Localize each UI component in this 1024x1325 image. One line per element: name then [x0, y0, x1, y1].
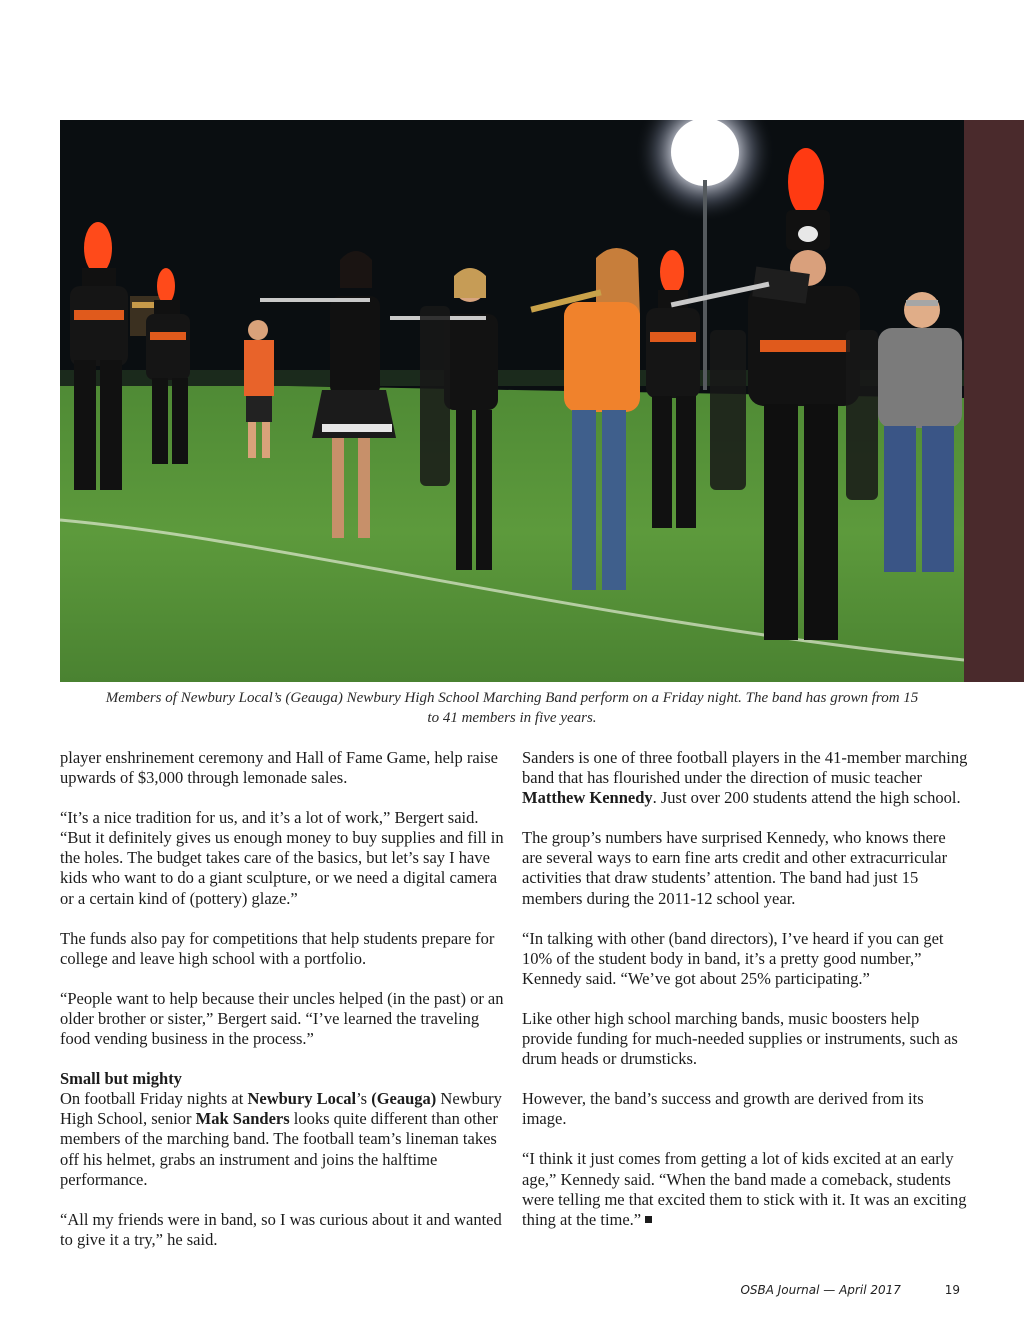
student-name: Mak Sanders	[195, 1109, 290, 1129]
caption-line-2: to 41 members in five years.	[427, 710, 597, 726]
paragraph	[522, 748, 968, 808]
county-name: (Geauga)	[371, 1089, 437, 1109]
school-name: Newbury Local	[247, 1089, 357, 1109]
marching-band-illustration	[60, 120, 964, 682]
text-run: On football Friday nights at	[60, 1089, 248, 1109]
text-run: Sanders is one of three football players in the 41-member marching band that has flourished under the direction of music teacher	[522, 748, 968, 788]
text-run: looks quite different than other members of the marching band. The football team’s lineman takes off his helmet, grabs an instrument and joins the halftime performance.	[60, 1109, 498, 1189]
page-number: 19	[944, 1283, 960, 1297]
photo-caption	[60, 688, 964, 728]
teacher-name: Matthew Kennedy	[522, 788, 653, 808]
paragraph: Like other high school marching bands, music boosters help provide funding for much-needed supplies or instruments, such as drum heads or drumsticks.	[522, 1008, 958, 1069]
paragraph: player enshrinement ceremony and Hall of Fame Game, help raise upwards of $3,000 through lemonade sales.	[60, 748, 498, 788]
page-footer	[740, 1283, 960, 1297]
caption-line-1: Members of Newbury Local’s (Geauga) Newbury High School Marching Band perform on a Friday night. The band has grown from 15	[105, 690, 919, 706]
marching-band-photo	[60, 120, 964, 682]
right-column	[522, 748, 968, 1250]
text-run: Newbury High School, senior	[60, 1089, 502, 1129]
paragraph: “It’s a nice tradition for us, and it’s a lot of work,” Bergert said. “But it definitely gives us enough money to buy supplies and fill in the holes. The budget takes care of the basics, but let’s say I have kids who want to do a giant sculpture, or we need a digital camera or a certain kind of (pottery) glaze.”	[60, 808, 504, 908]
end-of-story-mark	[645, 1216, 652, 1223]
paragraph: “In talking with other (band directors), I’ve heard if you can get 10% of the student body in band, it’s a pretty good number,” Kennedy said. “We’ve got about 25% participating.”	[522, 928, 944, 988]
text-run: . Just over 200 students attend the high school.	[652, 788, 961, 808]
paragraph: “People want to help because their uncles helped (in the past) or an older brother or sister,” Bergert said. “I’ve learned the traveling food vending business in the process.”	[60, 988, 504, 1049]
accent-side-bar	[964, 120, 1024, 682]
text-run: “I think it just comes from getting a lot of kids excited at an early age,” Kennedy said. “When the band made a comeback, students were telling me that excited them to stick with it. It was an exciting thing at the time.”	[522, 1149, 967, 1229]
journal-name: OSBA Journal — April 2017	[740, 1283, 901, 1297]
paragraph	[522, 1149, 968, 1229]
text-run: ’s	[356, 1089, 372, 1109]
paragraph: The group’s numbers have surprised Kennedy, who knows there are several ways to earn fine arts credit and other extracurricular activities that draw students’ attention. The band had just 15 members during the 2011-12 school year.	[522, 828, 948, 908]
paragraph: However, the band’s success and growth are derived from its image.	[522, 1089, 924, 1129]
paragraph: The funds also pay for competitions that help students prepare for college and leave high school with a portfolio.	[60, 928, 495, 968]
paragraph	[60, 1089, 506, 1189]
left-column	[60, 748, 506, 1270]
paragraph: “All my friends were in band, so I was curious about it and wanted to give it a try,” he said.	[60, 1209, 502, 1249]
section-subhead: Small but mighty	[60, 1069, 182, 1089]
